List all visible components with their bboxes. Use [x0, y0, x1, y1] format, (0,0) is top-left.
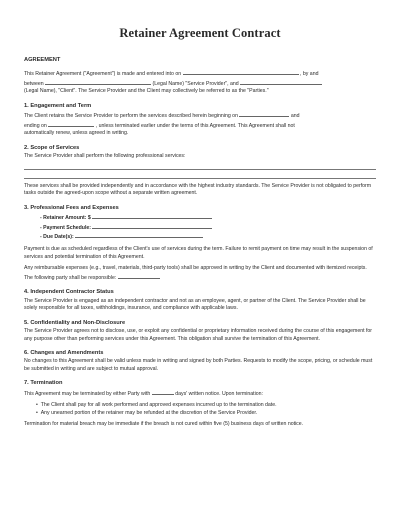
s7-text-1a: This Agreement may be terminated by either Party with: [24, 390, 151, 397]
intro-text-1b: , by and: [300, 71, 319, 78]
due-dates-row: [40, 232, 376, 242]
scope-blank-2[interactable]: [24, 170, 376, 179]
s1-text-2a: ending on: [24, 122, 47, 129]
retainer-amount-blank[interactable]: [92, 213, 212, 219]
s3-paragraph-1: Payment is due as scheduled regardless of the Client's use of services during the term. Failure to remit payment on time may result in the suspension of services and potential termination of this Agreement.: [24, 245, 373, 260]
payment-schedule-blank[interactable]: [92, 223, 212, 229]
s1-text-2b: , unless terminated earlier under the terms of this Agreement. This Agreement shall not: [95, 122, 295, 129]
s2-paragraph: These services shall be provided independently and in accordance with the highest industry standards. The Service Provider is not obligated to perform tasks outside the agreed-upon scope without a separate written agreement.: [24, 182, 372, 197]
intro-line-3: (Legal Name), "Client". The Service Provider and the Client may collectively be referred to as the "Parties.": [24, 88, 269, 95]
intro-text-2b: (Legal Name) "Service Provider", and: [152, 80, 239, 87]
s1-text-1b: and: [290, 113, 300, 120]
due-dates-label: - Due Date(s):: [40, 234, 74, 241]
s5-paragraph: The Service Provider agrees not to disclose, use, or exploit any confidential or proprietary information received during the course of this engagement for any purpose other than performing services under this Agreement. This obligation shall survive the termination of this Agreement.: [24, 327, 373, 342]
termination-bullet-2: • Any unearned portion of the retainer may be refunded at the discretion of the Service Provider.: [36, 410, 376, 418]
service-provider-name-blank[interactable]: [45, 79, 151, 85]
s6-paragraph: No changes to this Agreement shall be valid unless made in writing and signed by both Parties. Requests to modify the scope, pricing, or schedule must be submitted in writing and are subject to mutual approval.: [24, 358, 373, 372]
responsible-party-blank[interactable]: [118, 273, 160, 279]
s4-paragraph: The Service Provider is engaged as an independent contractor and not as an employee, agent, or partner of the Client. The Service Provider shall be solely responsible for all taxes, withholdings, insurance, and compliance with applicable laws.: [24, 297, 366, 312]
date-blank[interactable]: [183, 69, 299, 75]
intro-line-2: [24, 79, 376, 89]
s7-paragraph-2: Termination for material breach may be immediate if the breach is not cured within five (5) business days of written notice.: [24, 421, 304, 428]
section-5-heading: 5. Confidentiality and Non-Disclosure: [24, 319, 126, 326]
section-3-heading: 3. Professional Fees and Expenses: [24, 204, 119, 211]
agreement-heading: AGREEMENT: [24, 57, 61, 63]
scope-blank-1[interactable]: [24, 161, 376, 170]
s7-text-1b: days' written notice. Upon termination:: [175, 390, 263, 397]
payment-schedule-label: - Payment Schedule:: [40, 224, 92, 231]
intro-text-1a: This Retainer Agreement ("Agreement") is made and entered into on: [24, 71, 182, 78]
s1-line-3: automatically renew, unless agreed in writing.: [24, 130, 129, 137]
end-date-blank[interactable]: [48, 121, 94, 127]
s3-paragraph-2: [24, 265, 376, 282]
s1-text-1a: The Client retains the Service Provider to perform the services described herein beginning on: [24, 113, 238, 120]
document-title: Retainer Agreement Contract: [119, 26, 281, 40]
due-dates-blank[interactable]: [75, 232, 203, 238]
s1-line-1: [24, 111, 376, 121]
intro-line-1: [24, 69, 376, 79]
section-7-heading: 7. Termination: [24, 380, 63, 387]
payment-schedule-row: [40, 223, 376, 233]
s2-intro: The Service Provider shall perform the following professional services:: [24, 153, 186, 160]
retainer-amount-label: - Retainer Amount: $: [40, 215, 91, 222]
section-1-heading: 1. Engagement and Term: [24, 102, 92, 109]
s3-text-2a: Any reimbursable expenses (e.g., travel, materials, third-party tools) shall be approved in writing by the Client and documented with itemized receipts. The following party shall be responsible:: [24, 265, 367, 281]
s7-line-1: [24, 389, 376, 399]
intro-text-2a: between: [24, 80, 44, 87]
retainer-amount-row: [40, 213, 376, 223]
notice-days-blank[interactable]: [152, 389, 174, 395]
section-2-heading: 2. Scope of Services: [24, 144, 80, 151]
section-4-heading: 4. Independent Contractor Status: [24, 289, 114, 296]
start-date-blank[interactable]: [239, 111, 289, 117]
s1-line-2: [24, 121, 376, 131]
section-6-heading: 6. Changes and Amendments: [24, 350, 104, 357]
termination-bullet-1: • The Client shall pay for all work performed and approved expenses incurred up to the termination date.: [36, 402, 376, 410]
client-name-blank[interactable]: [240, 79, 322, 85]
